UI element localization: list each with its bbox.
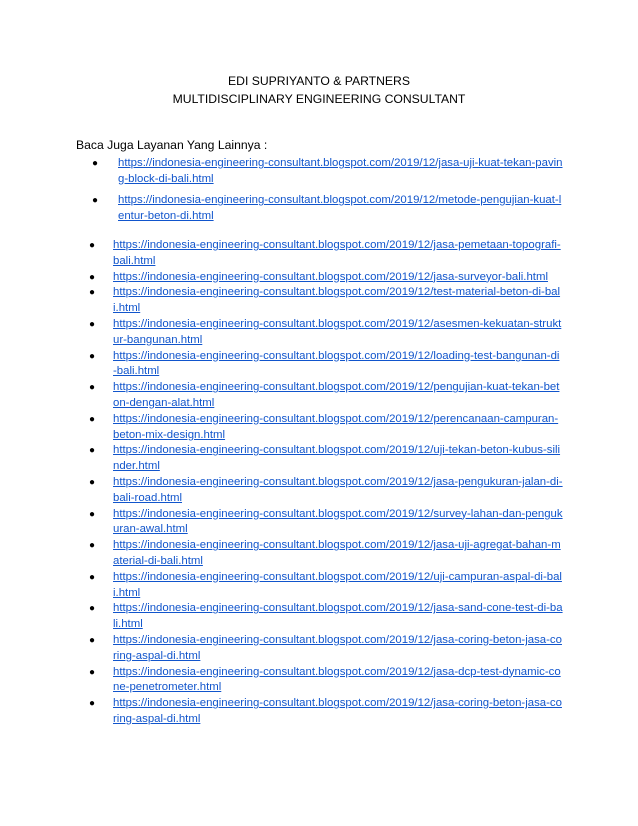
article-link[interactable]: https://indonesia-engineering-consultant.blogspot.com/2019/12/metode-pengujian-kuat-lentur-beton-di.html (118, 194, 562, 222)
bullet-icon: ● (89, 350, 96, 362)
list-item (89, 475, 563, 507)
bullet-icon: ● (89, 271, 96, 283)
list-item (89, 633, 563, 665)
article-link[interactable]: https://indonesia-engineering-consultant.blogspot.com/2019/12/jasa-pemetaan-topografi-bali.html (113, 239, 561, 267)
list-item (92, 156, 564, 188)
article-link[interactable]: https://indonesia-engineering-consultant.blogspot.com/2019/12/jasa-uji-kuat-tekan-paving-block-di-bali.html (118, 157, 563, 185)
article-link[interactable]: https://indonesia-engineering-consultant.blogspot.com/2019/12/jasa-sand-cone-test-di-bali.html (113, 602, 563, 631)
article-link[interactable]: https://indonesia-engineering-consultant.blogspot.com/2019/12/uji-tekan-beton-kubus-silinder.html (113, 444, 561, 473)
bullet-icon: ● (89, 318, 96, 330)
bullet-icon: ● (89, 540, 96, 552)
bullet-icon: ● (92, 158, 99, 169)
link-list-secondary (89, 238, 563, 728)
bullet-icon: ● (89, 571, 96, 583)
list-item (89, 380, 563, 412)
bullet-icon: ● (89, 476, 96, 488)
article-link[interactable]: https://indonesia-engineering-consultant.blogspot.com/2019/12/asesmen-kekuatan-struktur-bangunan.html (113, 317, 562, 346)
article-link[interactable]: https://indonesia-engineering-consultant.blogspot.com/2019/12/pengujian-kuat-tekan-beton-dengan-alat.html (113, 381, 560, 409)
article-link[interactable]: https://indonesia-engineering-consultant.blogspot.com/2019/12/perencanaan-campuran-beton-mix-design.html (113, 412, 559, 441)
article-link[interactable]: https://indonesia-engineering-consultant.blogspot.com/2019/12/jasa-pengukuran-jalan-di-bali-road.html (113, 475, 563, 504)
article-link[interactable]: https://indonesia-engineering-consultant.blogspot.com/2019/12/jasa-uji-agregat-bahan-material-di-bali.html (113, 539, 561, 567)
link-list-primary (92, 156, 564, 230)
bullet-icon: ● (89, 508, 96, 520)
article-link[interactable]: https://indonesia-engineering-consultant.blogspot.com/2019/12/jasa-coring-beton-jasa-coring-aspal-di.html (113, 633, 562, 662)
bullet-icon: ● (89, 240, 96, 251)
list-item (89, 443, 563, 475)
bullet-icon: ● (89, 382, 96, 394)
list-item (89, 349, 563, 381)
list-item (89, 538, 563, 570)
bullet-icon: ● (89, 666, 96, 678)
list-item (92, 193, 564, 225)
list-item (89, 507, 563, 539)
bullet-icon: ● (89, 445, 96, 457)
company-tagline: MULTIDISCIPLINARY ENGINEERING CONSULTANT (172, 92, 466, 106)
list-item (89, 412, 563, 444)
article-link[interactable]: https://indonesia-engineering-consultant.blogspot.com/2019/12/jasa-surveyor-bali.html (113, 270, 548, 283)
bullet-icon: ● (92, 195, 99, 207)
bullet-icon: ● (89, 603, 96, 615)
article-link[interactable]: https://indonesia-engineering-consultant.blogspot.com/2019/12/jasa-coring-beton-jasa-coring-aspal-di.html (113, 697, 562, 725)
bullet-icon: ● (89, 634, 96, 646)
list-item (89, 317, 563, 349)
company-name: EDI SUPRIYANTO & PARTNERS (228, 74, 410, 88)
bullet-icon: ● (89, 413, 96, 425)
list-item (89, 238, 563, 270)
article-link[interactable]: https://indonesia-engineering-consultant.blogspot.com/2019/12/jasa-dcp-test-dynamic-cone-penetrometer.html (113, 665, 561, 694)
list-item (89, 696, 563, 728)
article-link[interactable]: https://indonesia-engineering-consultant.blogspot.com/2019/12/test-material-beton-di-bali.html (113, 286, 561, 315)
article-link[interactable]: https://indonesia-engineering-consultant.blogspot.com/2019/12/loading-test-bangunan-di-bali.html (113, 349, 560, 378)
bullet-icon: ● (89, 287, 96, 299)
document-header (0, 72, 638, 108)
list-item (89, 601, 563, 633)
intro-text: Baca Juga Layanan Yang Lainnya : (76, 138, 268, 152)
list-item (89, 665, 563, 697)
article-link[interactable]: https://indonesia-engineering-consultant.blogspot.com/2019/12/uji-campuran-aspal-di-bali.html (113, 570, 562, 599)
list-item (89, 285, 563, 317)
article-link[interactable]: https://indonesia-engineering-consultant.blogspot.com/2019/12/survey-lahan-dan-pengukuran-awal.html (113, 507, 563, 536)
list-item (89, 270, 563, 286)
list-item (89, 570, 563, 602)
bullet-icon: ● (89, 698, 96, 710)
